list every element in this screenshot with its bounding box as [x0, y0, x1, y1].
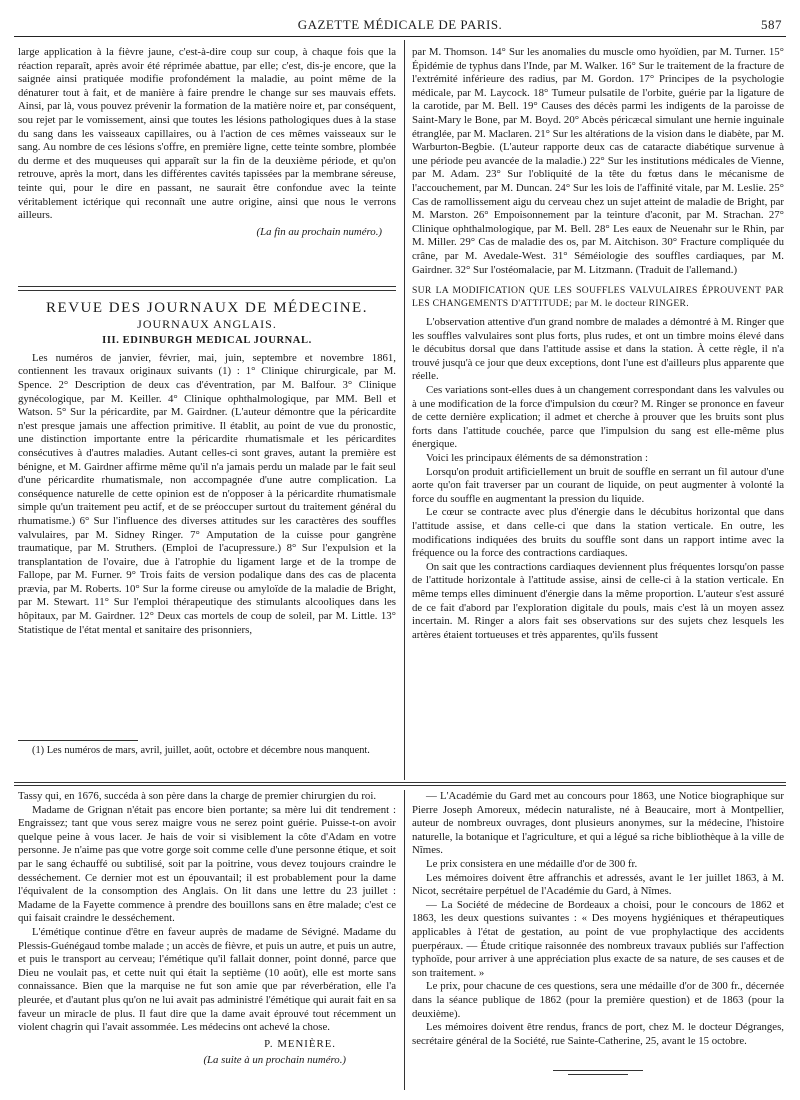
article-list-continued: par M. Thomson. 14° Sur les anomalies du muscle omo hyoïdien, par M. Turner. 15° Épidémie de typhus dans l'Inde, par M. Walker. 16° Sur le traitement de la fracture de l'extrémité inférieure des radius, par M. Gordon. 17° Principes de la psychologie médicale, par M. Laycock. 18° Tumeur pulsatile de l'orbite, guérie par la ligature de la carotide, par M. Bell. 19° Causes des décès parmi les indigents de la paroisse de Saint-Mary le Bone, par M. Boyd. 20° Abcès péricæcal simulant une hernie inguinale étranglée, par M. Maclaren. 21° Sur les altérations de la vision dans le diabète, par M. Warburton-Begbie. (L'auteur rapporte deux cas de cataracte diabétique survenue à une période peu avancée de la maladie.) 22° Sur les institutions médicales de Vienne, par M. Adam. 23° Sur l'obliquité de la tête du fœtus dans le mécanisme de l'accouchement, par M. Duncan. 24° Sur les lois de l'affinité vitale, par M. Leslie. 25° Cas de ramollissement aigu du cerveau chez un sujet atteint de maladie de Bright, par M. Marston. 26° Empoisonnement par la teinture d'aconit, par M. Strachan. 27° Clinique ophthalmologique, par M. Bell. 28° Les eaux de Neuenahr sur le Rhin, par M. Miller. 29° Cas de maladie des os, par M. Aitchison. 30° Fracture compliquée du crâne, par M. Avedale-West. 31° Séméiologie des souffles cardiaques, par M. Gairdner. 32° Sur l'ostéomalacie, par M. Litzmann. (Traduit de l'allemand.)	[412, 46, 784, 276]
news-p6: Les mémoires doivent être rendus, francs de port, chez M. le docteur Dégranges, secrétaire général de la Société, rue Sainte-Catherine, 25, avant le 15 octobre.	[412, 1021, 784, 1047]
fever-paragraph: large application à la fièvre jaune, c'est-à-dire coup sur coup, à chaque fois que la réaction reparaît, après avoir été réprimée abattue, par elle; c'est, dis-je encore, que la saignée ainsi pratiquée modifie profondément la maladie, au point même de la dénaturer tout à fait, et de manière à faire prendre le change sur ses mauvais effets. Ainsi, par là, vous pouvez prévenir la formation de la matière noire et, par conséquent, sou rejet par le vomissement, ainsi que toutes les lésions pathologiques dues à la stase du sang dans les vaisseaux capillaires, ou à l'action de ces mêmes vaisseaux sur le sang. Au nombre de ces lésions s'offre, en première ligne, cette teinte sombre, plombée du derme et des muqueuses qui apparaît sur la fin de la deuxième période, et qu'on retrouve, après la mort, dans les différentes cavités tapissées par la membrane séreuse, teinte qui, pour le dire en passant, ne saurait être confondue avec la teinte véritablement ictérique qui reconnaît une autre origine, ainsi que nous le verrons ailleurs.	[18, 46, 396, 222]
ringer-p6: On sait que les contractions cardiaques deviennent plus fréquentes lorsqu'on passe de l'attitude horizontale à l'attitude assise, ainsi de celle-ci à la station verticale. En même temps elles diminuent d'énergie dans la même proportion. L'auteur s'est assuré de ce fait d'abord par l'exploration digitale du pouls, mais c'est là un moyen assez incertain. M. Ringer a alors fait ses observations sur des sujets chez lesquels les artères étaient tortueuses et très apparentes, qu'ils fussent	[412, 560, 784, 641]
top-right-column	[412, 46, 784, 776]
ringer-p5: Le cœur se contracte avec plus d'énergie dans le décubitus horizontal que dans l'attitude assise, et dans celle-ci que dans la station verticale. En outre, les modifications indiquées des bruits du souffle sont dans un rapport intime avec la fréquence ou la force des contractions cardiaques.	[412, 506, 784, 560]
article-heading: SUR LA MODIFICATION QUE LES SOUFFLES VALVULAIRES ÉPROUVENT PAR LES CHANGEMENTS D'ATTITUDE; par M. le docteur RINGER.	[412, 285, 784, 309]
feuilleton-separator-2	[14, 785, 786, 786]
feuilleton-separator	[14, 782, 786, 783]
footnote	[18, 744, 396, 774]
journal-title: GAZETTE MÉDICALE DE PARIS.	[297, 17, 503, 32]
news-p2: Le prix consistera en une médaille d'or de 300 fr.	[426, 857, 638, 870]
newspaper-page	[14, 0, 786, 1100]
news-p3: Les mémoires doivent être affranchis et adressés, avant le 1er juillet 1863, à M. Nicot, secrétaire perpétuel de l'Académie du Gard, à Nîmes.	[412, 871, 784, 898]
feuilleton-p1: Tassy qui, en 1676, succéda à son père dans la charge de premier chirurgien du roi.	[18, 790, 377, 802]
page-number: 587	[761, 17, 782, 32]
closing-rule-short	[568, 1074, 628, 1075]
column-divider-bottom	[404, 790, 405, 1090]
feuilleton-continuation: (La suite à un prochain numéro.)	[203, 1054, 346, 1067]
news-p4: — La Société de médecine de Bordeaux a choisi, pour le concours de 1862 et 1863, les deux questions suivantes : « Des moyens hygiéniques et thérapeutiques applicables à l'état de gestation, au point de vue prophylactique des accidents puerpéraux. — Étude critique raisonnée des nombreux travaux publiés sur l'affection typhoïde, pour arriver à une appréciation plus exacte de sa nature, de ses causes et de son traitement. »	[412, 898, 784, 979]
footnote-text: (1) Les numéros de mars, avril, juillet, août, octobre et décembre nous manquent.	[32, 745, 370, 756]
ringer-p2: Ces variations sont-elles dues à un changement correspondant dans les valvules ou à une modification de la force d'impulsion du cœur? M. Ringer se prononce en faveur de cette dernière explication; il admet et cherche à prouver que les bruits sont plus forts dans l'attitude couchée, parce que l'impulsion du sang est elle-même plus énergique.	[412, 384, 784, 451]
feuilleton-p2: Madame de Grignan n'était pas encore bien portante; sa mère lui dit tendrement : Engraissez; tant que vous serez maigre vous ne serez point guérie. Puisse-t-on avoir quelque peine à vous lacer. Je hais de voir si visiblement la côte d'Adam en votre personne. Je n'aime pas que votre gorge soit comme celle d'une personne étique, et soit par le sang échauffé ou subtilisé, soit par la poitrine, vous devez toujours craindre le desséchement. Ce dernier mot est un épouvantail; il est probablement pour la dame l'équivalent de la consomption des Anglais. On lit dans une lettre du 23 juillet : Madame de la Fayette commence à prendre des bouillons sans en être malade; c'est ce qui faisait craindre le desséchement.	[18, 803, 396, 925]
section-separator	[18, 286, 396, 291]
closing-rule	[553, 1070, 643, 1071]
footnote-rule	[18, 740, 138, 741]
page-header	[14, 14, 786, 37]
revue-title: REVUE DES JOURNAUX DE MÉDECINE.	[46, 300, 368, 316]
top-left-column	[18, 46, 396, 280]
continuation-note: (La fin au prochain numéro.)	[256, 225, 382, 238]
feuilleton-p3: L'émétique continue d'être en faveur auprès de madame de Sévigné. Madame du Plessis-Guénégaud tombe malade ; un accès de fièvre, et puis un autre, et puis un autre, et puis le transport au cerveau; l'émétique qu'il fallait donner, point donné, parce que Dieu ne voulait pas, et cette nuit qui était la septième (10 août), elle est morte sans connaissance. Bien que la marquise ne fut son amie que par réverbération, elle l'a pleurée, et d'autant plus qu'on ne lui avait pas administré l'émétique qui aurait fait en sa faveur un miracle de plus. Il faut dire que la dame avait éprouvé tout récemment un violent chagrin qui l'avait assommée. Les médecins ont achevé la chose.	[18, 925, 396, 1034]
column-divider-top	[404, 40, 405, 780]
author-signature: P. MENIÈRE.	[264, 1037, 336, 1050]
news-p1: — L'Académie du Gard met au concours pour 1863, une Notice biographique sur Pierre Joseph Amoreux, médecin naturaliste, né à Beaucaire, mort à Montpellier, auteur de nombreux ouvrages, dont plusieurs anonymes, sur la médecine, l'histoire naturelle, la botanique et l'agriculture, et qui a légué sa riche bibliothèque à la ville de Nîmes.	[412, 790, 784, 857]
ringer-p1: L'observation attentive d'un grand nombre de malades a démontré à M. Ringer que les souffles valvulaires sont plus forts, plus rudes, et ont un timbre moins élevé dans le décubitus dorsal que dans l'attitude assise et dans la station. À cette règle, il n'a trouvé jusqu'à ce jour que deux exceptions, dont l'une est d'ailleurs plus apparente que réelle.	[412, 316, 784, 383]
revue-column	[18, 296, 396, 732]
bottom-left-column	[18, 790, 396, 1094]
revue-section-heading: III. EDINBURGH MEDICAL JOURNAL.	[102, 335, 312, 347]
bottom-right-column	[412, 790, 784, 1094]
revue-paragraph: Les numéros de janvier, février, mai, juin, septembre et novembre 1861, contiennent les travaux originaux suivants (1) : 1° Clinique chirurgicale, par M. Spence. 2° Description de deux cas d'éventration, par M. Balfour. 3° Clinique gynécologique, par M. Keiller. 4° Clinique ophthalmologique, par MM. Bell et Watson. 5° Sur la péricardite, par M. Gairdner. (L'auteur démontre que la péricardite n'est presque jamais une affection primitive. Il établit, au point de vue du pronostic, une distinction importante entre la péricardite rhumatismale et les péricardites consécutives à d'autres maladies. Autant celles-ci sont graves, autant la première est bénigne, et M. Gairdner affirme même qu'il n'a jamais perdu un malade par le fait seul d'une péricardite rhumatismale, non accompagnée d'une autre complication. La conséquence naturelle de cette opinion est de n'opposer à la péricardite rhumatismale simple qu'un traitement peu actif, et de se préoccuper surtout du traitement général du rhumatisme.) 6° Sur l'influence des diverses attitudes sur les caractères des souffles valvulaires, par M. Sidney Ringer. 7° Amputation de la cuisse pour gangrène traumatique, par M. Struthers. (Emploi de l'acupressure.) 8° Sur l'expulsion et la transplantation de l'ovaire, due à l'atrophie du ligament large et de la trompe de Fallope, par M. Furner. 9° Trois faits de version podalique dans des cas de placenta prævia, par M. Roberts. 10° Sur la forme cireuse ou amyloïde de la maladie de Bright, par M. Stewart. 11° Sur l'emploi thérapeutique des stimulants alcooliques dans les hôpitaux, par M. Gairdner. 12° Deux cas mortels de coup de soleil, par M. Little. 13° Statistique de l'état mental et sanitaire des prisonniers,	[18, 351, 396, 636]
ringer-p3: Voici les principaux éléments de sa démonstration :	[426, 452, 648, 465]
news-p5: Le prix, pour chacune de ces questions, sera une médaille d'or de 300 fr., décernée dans la séance publique de 1862 (pour la première question) et de 1863 (pour la deuxième).	[412, 980, 784, 1020]
ringer-p4: Lorsqu'on produit artificiellement un bruit de souffle en serrant un fil autour d'une aorte qu'on fait traverser par un courant de liquide, on peut augmenter à volonté la force du souffle en augmentant la pression du liquide.	[412, 465, 784, 505]
revue-subtitle: JOURNAUX ANGLAIS.	[137, 316, 277, 331]
